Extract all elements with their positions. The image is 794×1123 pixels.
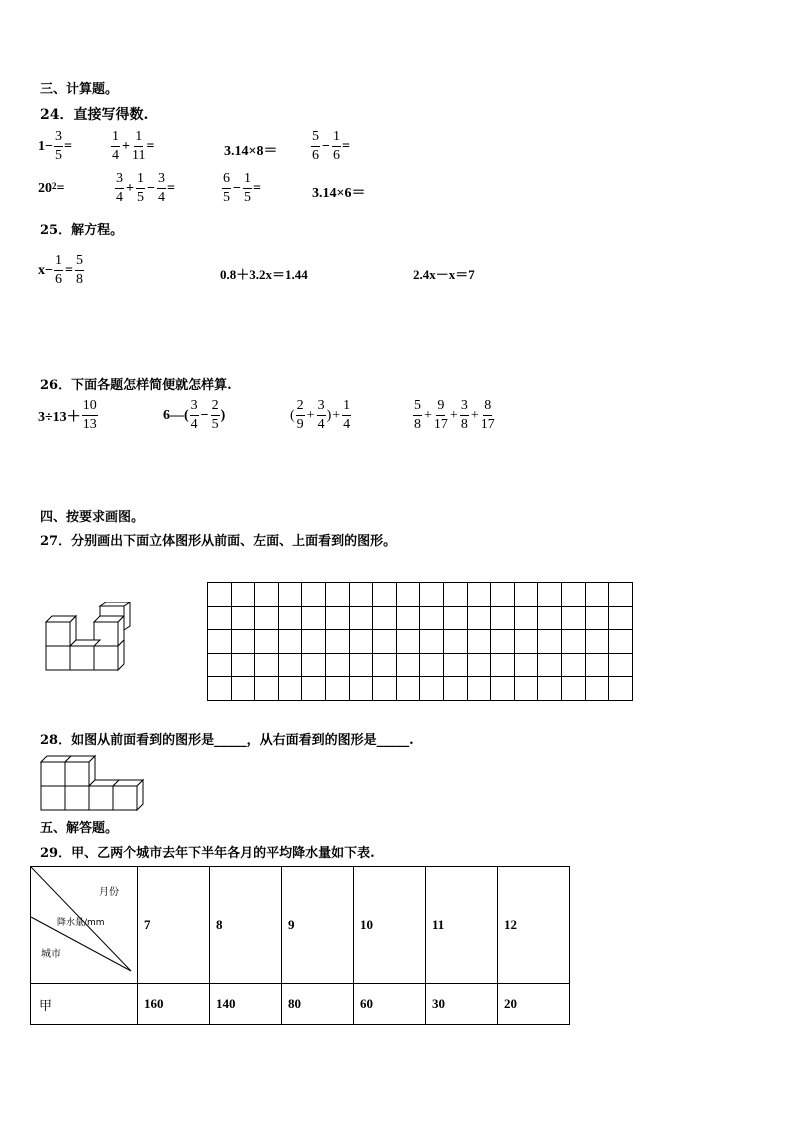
q25-equation-2: 0.8＋3.2x＝1.44 xyxy=(220,267,308,282)
grid-cell[interactable] xyxy=(208,653,232,677)
grid-cell[interactable] xyxy=(443,583,467,607)
rainfall-table xyxy=(30,866,570,1025)
denominator: 8 xyxy=(414,417,421,432)
question-28-title: 28．如图从前面看到的图形是_____，从右面看到的图形是_____. xyxy=(40,733,414,748)
q26-problem-3 xyxy=(290,399,352,432)
city-cell: 甲 xyxy=(31,984,138,1025)
numerator: 8 xyxy=(483,399,492,416)
grid-cell[interactable] xyxy=(302,677,326,701)
grid-cell[interactable] xyxy=(278,653,302,677)
grid-cell[interactable] xyxy=(396,606,420,630)
grid-cell[interactable] xyxy=(208,583,232,607)
question-29-title: 29．甲、乙两个城市去年下半年各月的平均降水量如下表. xyxy=(40,846,375,861)
numerator: 1 xyxy=(111,130,120,147)
grid-cell[interactable] xyxy=(609,653,633,677)
denominator: 8 xyxy=(75,272,83,287)
grid-cell[interactable] xyxy=(231,677,255,701)
q24-expr-4 xyxy=(310,130,350,163)
q26-problem-1 xyxy=(38,399,99,432)
fraction xyxy=(132,130,145,163)
diagonal-header-cell xyxy=(31,867,138,984)
equals: = xyxy=(63,138,72,154)
fraction xyxy=(136,172,145,205)
fraction xyxy=(222,172,231,205)
grid-cell[interactable] xyxy=(609,630,633,654)
operator: + xyxy=(470,407,479,423)
close-paren: ) xyxy=(220,407,226,423)
grid-row xyxy=(208,653,633,677)
grid-cell[interactable] xyxy=(373,630,397,654)
denominator: 5 xyxy=(136,190,144,205)
value-cell: 30 xyxy=(426,984,498,1025)
fraction xyxy=(54,254,63,287)
grid-row xyxy=(208,606,633,630)
q24-expr-1-prefix: 1− xyxy=(38,138,53,154)
grid-cell[interactable] xyxy=(561,653,585,677)
operator: + xyxy=(332,407,341,423)
month-cell: 10 xyxy=(354,867,426,984)
cube-solid-figure-28 xyxy=(39,754,149,814)
header-rain-label: 降水量/mm xyxy=(57,918,105,928)
grid-cell[interactable] xyxy=(396,653,420,677)
grid-cell[interactable] xyxy=(420,583,444,607)
q25-equation-3: 2.4x－x＝7 xyxy=(413,267,475,282)
fraction xyxy=(332,130,341,163)
grid-cell[interactable] xyxy=(585,653,609,677)
grid-cell[interactable] xyxy=(231,606,255,630)
q24-expr-2 xyxy=(110,130,154,163)
grid-cell[interactable] xyxy=(396,677,420,701)
grid-cell[interactable] xyxy=(325,583,349,607)
operator: + xyxy=(306,407,315,423)
grid-cell[interactable] xyxy=(302,630,326,654)
grid-cell[interactable] xyxy=(208,606,232,630)
denominator: 4 xyxy=(112,148,119,163)
grid-cell[interactable] xyxy=(514,606,538,630)
grid-cell[interactable] xyxy=(561,606,585,630)
equals: = xyxy=(64,262,73,278)
fraction xyxy=(434,399,448,432)
grid-cell[interactable] xyxy=(349,630,373,654)
grid-cell[interactable] xyxy=(278,606,302,630)
equals: = xyxy=(166,180,175,196)
grid-cell[interactable] xyxy=(585,606,609,630)
fraction xyxy=(460,399,469,432)
operator: − xyxy=(322,138,330,154)
numerator: 3 xyxy=(157,172,166,189)
grid-cell[interactable] xyxy=(491,630,515,654)
numerator: 6 xyxy=(222,172,231,189)
grid-cell[interactable] xyxy=(538,606,562,630)
question-26-title: 26．下面各题怎样简便就怎样算. xyxy=(40,378,232,393)
grid-cell[interactable] xyxy=(514,677,538,701)
grid-cell[interactable] xyxy=(538,653,562,677)
value-cell: 80 xyxy=(282,984,354,1025)
fraction xyxy=(243,172,252,205)
grid-cell[interactable] xyxy=(278,677,302,701)
q24-expr-6 xyxy=(114,172,175,205)
grid-cell[interactable] xyxy=(231,583,255,607)
fraction xyxy=(413,399,422,432)
q24-expr-3: 3.14×8＝ xyxy=(224,144,278,159)
fraction xyxy=(190,399,199,432)
section-5-title: 五、解答题。 xyxy=(40,821,119,836)
operator: − xyxy=(146,180,155,196)
grid-cell[interactable] xyxy=(231,653,255,677)
grid-cell[interactable] xyxy=(585,630,609,654)
denominator: 8 xyxy=(460,417,468,432)
grid-cell[interactable] xyxy=(302,653,326,677)
numerator: 2 xyxy=(211,399,220,416)
denominator: 4 xyxy=(343,417,351,432)
grid-cell[interactable] xyxy=(561,677,585,701)
grid-cell[interactable] xyxy=(585,677,609,701)
numerator: 3 xyxy=(460,399,469,416)
denominator: 6 xyxy=(54,272,62,287)
grid-cell[interactable] xyxy=(255,677,279,701)
fraction xyxy=(111,130,120,163)
grid-cell[interactable] xyxy=(231,630,255,654)
denominator: 9 xyxy=(296,417,304,432)
month-cell: 12 xyxy=(498,867,570,984)
grid-cell[interactable] xyxy=(467,677,491,701)
grid-cell[interactable] xyxy=(538,630,562,654)
q25-equation-1 xyxy=(38,254,85,287)
question-27-title: 27．分别画出下面立体图形从前面、左面、上面看到的图形。 xyxy=(40,534,397,549)
numerator: 9 xyxy=(436,399,445,416)
table-header-row xyxy=(31,867,570,984)
cube-solid-figure-27 xyxy=(44,602,136,674)
grid-cell[interactable] xyxy=(208,677,232,701)
numerator: 1 xyxy=(342,399,351,416)
grid-cell[interactable] xyxy=(302,583,326,607)
fraction xyxy=(54,130,63,163)
section-3-title: 三、计算题。 xyxy=(40,82,119,97)
grid-cell[interactable] xyxy=(325,606,349,630)
grid-cell[interactable] xyxy=(491,606,515,630)
grid-cell[interactable] xyxy=(349,606,373,630)
fraction xyxy=(311,130,320,163)
grid-cell[interactable] xyxy=(538,677,562,701)
equals: = xyxy=(146,138,155,154)
q24-expr-1 xyxy=(38,130,72,163)
grid-cell[interactable] xyxy=(561,630,585,654)
grid-cell[interactable] xyxy=(325,630,349,654)
value-cell: 160 xyxy=(138,984,210,1025)
problem-prefix: 6—( xyxy=(163,407,189,423)
denominator: 6 xyxy=(332,148,340,163)
grid-cell[interactable] xyxy=(396,630,420,654)
grid-cell[interactable] xyxy=(514,653,538,677)
fraction xyxy=(75,254,84,287)
header-month-label: 月份 xyxy=(99,887,119,898)
fraction xyxy=(317,399,326,432)
fraction xyxy=(296,399,305,432)
q24-expr-8: 3.14×6＝ xyxy=(312,186,366,201)
header-city-label: 城市 xyxy=(41,949,61,960)
close-paren: ) xyxy=(326,407,332,423)
power-exponent: 2 xyxy=(52,181,57,191)
q26-problem-4 xyxy=(412,399,496,432)
denominator: 5 xyxy=(54,148,62,163)
value-cell: 20 xyxy=(498,984,570,1025)
grid-cell[interactable] xyxy=(373,583,397,607)
grid-cell[interactable] xyxy=(349,583,373,607)
grid-cell[interactable] xyxy=(325,677,349,701)
numerator: 1 xyxy=(332,130,341,147)
denominator: 5 xyxy=(243,190,251,205)
q26-problem-2 xyxy=(163,399,225,432)
grid-cell[interactable] xyxy=(538,583,562,607)
grid-cell[interactable] xyxy=(255,606,279,630)
month-cell: 9 xyxy=(282,867,354,984)
denominator: 4 xyxy=(190,417,198,432)
grid-row xyxy=(208,677,633,701)
fraction xyxy=(157,172,166,205)
fraction xyxy=(82,399,98,432)
grid-cell[interactable] xyxy=(467,630,491,654)
grid-cell[interactable] xyxy=(420,606,444,630)
grid-cell[interactable] xyxy=(609,583,633,607)
operator: + xyxy=(122,138,130,154)
grid-cell[interactable] xyxy=(420,630,444,654)
grid-cell[interactable] xyxy=(373,606,397,630)
operator: − xyxy=(200,407,209,423)
denominator: 4 xyxy=(157,190,165,205)
fraction xyxy=(211,399,220,432)
operator: + xyxy=(126,180,134,196)
drawing-grid[interactable] xyxy=(207,582,633,701)
grid-cell[interactable] xyxy=(491,677,515,701)
open-paren: ( xyxy=(290,407,295,423)
numerator: 5 xyxy=(413,399,422,416)
equals: = xyxy=(341,138,350,154)
month-cell: 7 xyxy=(138,867,210,984)
operator: + xyxy=(449,407,458,423)
numerator: 3 xyxy=(115,172,124,189)
grid-cell[interactable] xyxy=(443,653,467,677)
grid-cell[interactable] xyxy=(420,677,444,701)
denominator: 4 xyxy=(317,417,325,432)
fraction xyxy=(481,399,495,432)
month-cell: 11 xyxy=(426,867,498,984)
denominator: 6 xyxy=(312,148,319,163)
numerator: 3 xyxy=(54,130,63,147)
denominator: 13 xyxy=(82,417,97,432)
operator: + xyxy=(424,407,432,423)
power-base: 20 xyxy=(38,181,52,196)
problem-prefix: 3÷13＋ xyxy=(38,409,81,425)
question-24-title: 24．直接写得数. xyxy=(40,107,149,123)
grid-cell[interactable] xyxy=(325,653,349,677)
fraction xyxy=(115,172,124,205)
value-cell: 60 xyxy=(354,984,426,1025)
grid-cell[interactable] xyxy=(255,630,279,654)
grid-cell[interactable] xyxy=(373,653,397,677)
q24-expr-7 xyxy=(221,172,261,205)
grid-cell[interactable] xyxy=(561,583,585,607)
grid-row xyxy=(208,583,633,607)
grid-cell[interactable] xyxy=(514,630,538,654)
numerator: 1 xyxy=(54,254,63,271)
grid-cell[interactable] xyxy=(208,630,232,654)
grid-cell[interactable] xyxy=(491,653,515,677)
numerator: 5 xyxy=(311,130,320,147)
section-4-title: 四、按要求画图。 xyxy=(40,510,145,525)
grid-cell[interactable] xyxy=(349,653,373,677)
grid-cell[interactable] xyxy=(514,583,538,607)
table-row xyxy=(31,984,570,1025)
numerator: 1 xyxy=(243,172,252,189)
grid-cell[interactable] xyxy=(467,653,491,677)
denominator: 17 xyxy=(480,417,495,432)
question-25-title: 25．解方程。 xyxy=(40,223,124,238)
q24-expr-5 xyxy=(38,181,64,197)
grid-cell[interactable] xyxy=(491,583,515,607)
grid-cell[interactable] xyxy=(278,583,302,607)
grid-cell[interactable] xyxy=(255,653,279,677)
grid-cell[interactable] xyxy=(609,677,633,701)
grid-cell[interactable] xyxy=(467,606,491,630)
grid-cell[interactable] xyxy=(443,677,467,701)
denominator: 5 xyxy=(211,417,219,432)
value-cell: 140 xyxy=(210,984,282,1025)
equation-prefix: x− xyxy=(38,262,53,278)
operator: − xyxy=(233,180,241,196)
numerator: 5 xyxy=(75,254,84,271)
grid-cell[interactable] xyxy=(396,583,420,607)
numerator: 3 xyxy=(190,399,199,416)
numerator: 3 xyxy=(317,399,326,416)
grid-cell[interactable] xyxy=(278,630,302,654)
denominator: 4 xyxy=(116,190,123,205)
grid-cell[interactable] xyxy=(443,606,467,630)
denominator: 17 xyxy=(433,417,448,432)
numerator: 10 xyxy=(82,399,98,416)
numerator: 1 xyxy=(136,172,145,189)
fraction xyxy=(342,399,351,432)
equals: = xyxy=(252,180,261,196)
equals: = xyxy=(56,181,65,196)
denominator: 5 xyxy=(223,190,230,205)
month-cell: 8 xyxy=(210,867,282,984)
grid-cell[interactable] xyxy=(302,606,326,630)
numerator: 1 xyxy=(134,130,143,147)
grid-cell[interactable] xyxy=(420,653,444,677)
denominator: 11 xyxy=(131,148,146,163)
grid-cell[interactable] xyxy=(609,606,633,630)
grid-cell[interactable] xyxy=(467,583,491,607)
grid-cell[interactable] xyxy=(585,583,609,607)
grid-cell[interactable] xyxy=(255,583,279,607)
grid-cell[interactable] xyxy=(443,630,467,654)
numerator: 2 xyxy=(296,399,305,416)
grid-row xyxy=(208,630,633,654)
grid-cell[interactable] xyxy=(349,677,373,701)
grid-cell[interactable] xyxy=(373,677,397,701)
